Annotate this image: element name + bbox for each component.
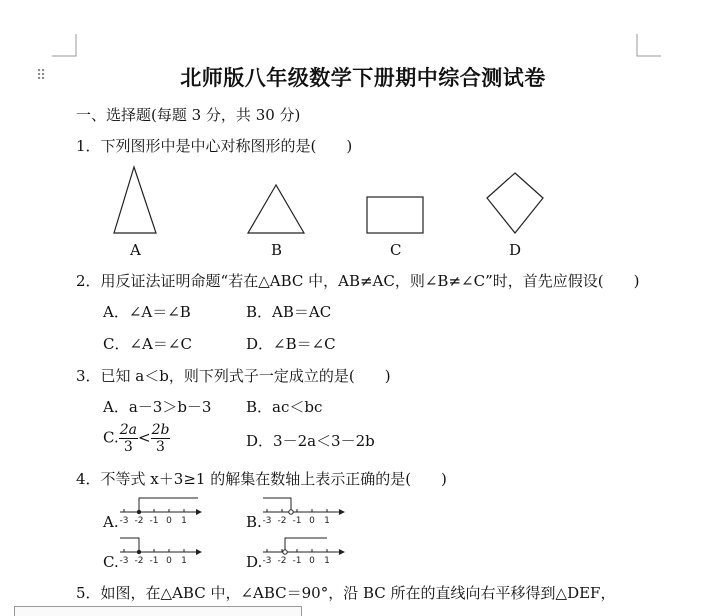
question-2: 2．用反证法证明命题“若在△ABC 中，AB≠AC，则∠B≠∠C”时，首先应假设( ) xyxy=(76,272,640,290)
q2-option-b: B．AB＝AC xyxy=(246,303,332,321)
q4-option-d-label: D. xyxy=(246,553,263,571)
page-corner-top-right xyxy=(636,34,662,58)
fraction-numerator: 2b xyxy=(151,422,170,438)
figure-label-c: C xyxy=(390,241,402,259)
q4-option-c-label: C. xyxy=(103,553,119,571)
fraction-denominator: 3 xyxy=(156,439,165,455)
tick-label: 1 xyxy=(181,556,187,566)
tick-label: -3 xyxy=(119,556,129,566)
number-line-a xyxy=(118,494,204,526)
figure-b-equilateral-triangle xyxy=(248,185,304,233)
fraction-2b-over-3 xyxy=(151,422,171,455)
tick-label: 1 xyxy=(324,516,330,526)
tick-label: -3 xyxy=(119,516,129,526)
tick-label: 0 xyxy=(309,516,315,526)
figure-c-rectangle xyxy=(367,197,423,233)
q3-option-d: D．3－2a＜3－2b xyxy=(246,432,375,450)
page-corner-top-left xyxy=(52,34,78,58)
number-line-c xyxy=(118,534,204,566)
q2-option-d: D．∠B＝∠C xyxy=(246,335,336,353)
tick-label: 1 xyxy=(324,556,330,566)
tick-label: -1 xyxy=(149,556,159,566)
tick-label: -2 xyxy=(134,516,144,526)
number-line-d xyxy=(261,534,347,566)
q3-option-b: B．ac＜bc xyxy=(246,398,323,416)
tick-label: -3 xyxy=(262,556,272,566)
question-1: 1．下列图形中是中心对称图形的是( ) xyxy=(76,137,353,155)
tick-label: -1 xyxy=(292,556,302,566)
figure-label-a: A xyxy=(130,241,141,259)
q4-option-b-label: B. xyxy=(246,513,262,531)
page-title: 北师版八年级数学下册期中综合测试卷 xyxy=(180,66,546,90)
fraction-denominator: 3 xyxy=(123,439,133,455)
figure-d-kite xyxy=(487,173,543,233)
tick-label: -2 xyxy=(134,556,144,566)
q3-option-c-relation: < xyxy=(137,428,151,447)
tick-label: -1 xyxy=(292,516,302,526)
q3-option-c xyxy=(103,422,170,455)
figure-a-isosceles-triangle xyxy=(114,167,156,233)
figure-label-d: D xyxy=(509,241,522,259)
tick-label: 0 xyxy=(166,516,172,526)
tick-label: 0 xyxy=(309,556,315,566)
q4-option-a-label: A. xyxy=(103,513,119,531)
figure-label-b: B xyxy=(271,241,283,259)
number-line-b xyxy=(261,494,347,526)
tick-label: -2 xyxy=(277,516,287,526)
tick-label: -3 xyxy=(262,516,272,526)
question-5: 5．如图，在△ABC 中，∠ABC＝90°，沿 BC 所在的直线向右平移得到△DEF， xyxy=(76,584,616,602)
section-heading: 一、选择题(每题 3 分，共 30 分) xyxy=(76,106,301,124)
fraction-2a-over-3 xyxy=(119,422,138,455)
tick-label: 1 xyxy=(181,516,187,526)
q2-option-c: C．∠A＝∠C xyxy=(103,335,192,353)
tick-label: -1 xyxy=(149,516,159,526)
question-3: 3．已知 a＜b，则下列式子一定成立的是( ) xyxy=(76,367,391,385)
drag-handle-icon[interactable]: ⠿ xyxy=(36,68,47,84)
q3-option-c-prefix: C. xyxy=(103,428,119,447)
fraction-numerator: 2a xyxy=(119,422,137,438)
tick-label: -2 xyxy=(277,556,287,566)
q3-option-a: A．a－3＞b－3 xyxy=(103,398,212,416)
q2-option-a: A．∠A＝∠B xyxy=(103,303,191,321)
question-4: 4．不等式 x＋3≥1 的解集在数轴上表示正确的是( ) xyxy=(76,470,447,488)
tick-label: 0 xyxy=(166,556,172,566)
q1-figures xyxy=(100,165,560,240)
